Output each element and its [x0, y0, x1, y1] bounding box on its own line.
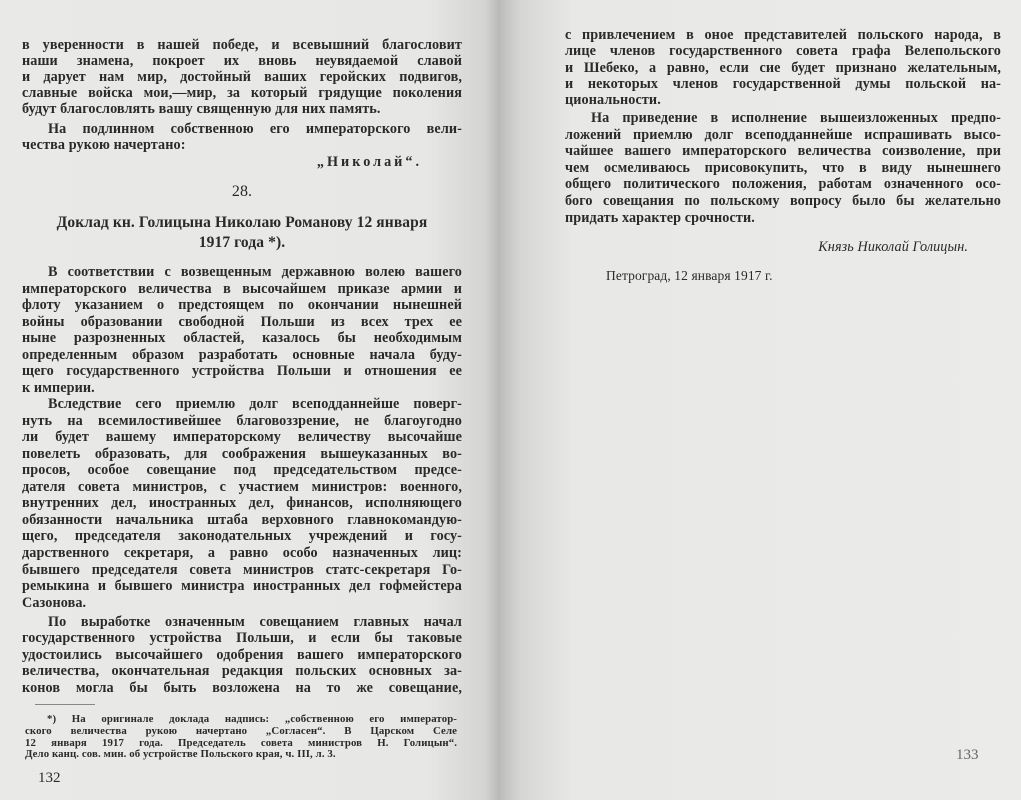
paragraph-line: ныне разрозненных областей, казалось бы необходимым — [22, 330, 462, 347]
paragraph-line: внутренних дел, иностранных дел, финансов, исполняющего — [22, 495, 462, 512]
paragraph-line: государственного устройства Польши, и если бы таковые — [22, 630, 462, 647]
place-date: Петроград, 12 января 1917 г. — [606, 268, 773, 283]
footnote-divider — [35, 704, 95, 705]
paragraph-line: конов могла бы быть возложена на то же совещание, — [22, 679, 462, 696]
left-page — [0, 0, 500, 800]
page-number: 132 — [38, 770, 61, 786]
paragraph-line: обязанности начальника штаба верховного главнокомандую- — [22, 511, 462, 528]
paragraph-line: бого совещания по польскому вопросу было бы желательно — [565, 193, 1001, 209]
footnote-line: Дело канц. сов. мин. об устройстве Польского края, ч. III, л. 3. — [25, 748, 336, 761]
paragraph-line: флоту указанием о предстоящем по окончании нынешней — [22, 297, 462, 314]
paragraph-line: ли будет вашему императорскому величеству высочайше — [22, 429, 462, 446]
page-number: 133 — [956, 747, 979, 763]
paragraph-line: дателя совета министров, с участием министров: военного, — [22, 478, 462, 495]
paragraph-line: войны образовании свободной Польши из всех трех ее — [22, 313, 462, 330]
paragraph-line: удостоились высочайшего одобрения вашего императорского — [22, 646, 462, 663]
document-title-line: 1917 года *). — [198, 234, 286, 251]
document-title-line: Доклад кн. Голицына Николаю Романову 12 января — [56, 214, 428, 231]
paragraph-line: и Шебеко, а равно, если сие будет признано желательным, — [565, 59, 1001, 76]
footnote-line: ского величества рукою начертано „Согласен“. В Царском Селе — [25, 724, 457, 737]
signature-nikolai: „Николай“. — [316, 154, 422, 170]
paragraph-line: дарственного секретаря, а равно особо назначенных лиц: — [22, 544, 462, 561]
paragraph-line: На приведение в исполнение вышеизложенных предпо- — [591, 110, 1001, 126]
paragraph-line: щего, председателя законодательных учреждений и госу- — [22, 528, 462, 545]
footnote-line: *) На оригинале доклада надпись: „собственною его император- — [47, 713, 457, 725]
inscription-line: чества рукою начертано: — [22, 137, 186, 153]
signature-golitsyn: Князь Николай Голицын. — [818, 239, 968, 255]
paragraph-line: щего государственного устройства Польши и отношения ее — [22, 363, 462, 380]
paragraph-line: нуть на всемилостивейшее благовоззрение, не благоугодно — [22, 412, 462, 429]
paragraph-line: лице членов государственного совета графа Велепольского — [565, 43, 1001, 60]
paragraph-line: циональности. — [565, 92, 661, 109]
paragraph-line: В соответствии с возвещенным державною волею вашего — [48, 264, 462, 280]
paragraph-line: и некоторых членов государственной думы польской на- — [565, 75, 1001, 92]
paragraph-line: величества, окончательная редакция польских основных за- — [22, 663, 462, 680]
paragraph-line: придать характер срочности. — [565, 209, 755, 226]
paragraph-line: По выработке означенным совещанием главных начал — [48, 614, 462, 630]
footnote-line: 12 января 1917 года. Председатель совета министров Н. Голицын“. — [25, 736, 457, 749]
text-line: славные войска мои,—мир, за который грядущие поколения — [22, 85, 462, 101]
paragraph-line: чем осмеливаюсь присовокупить, что в виду нынешнего — [565, 159, 1001, 176]
paragraph-line: чайшее вашего императорского величества соизволение, при — [565, 143, 1001, 160]
right-page — [500, 0, 1021, 800]
paragraph-line: императорского величества в высочайшем приказе армии и — [22, 280, 462, 297]
paragraph-line: бывшего председателя совета министров статс-секретаря Го- — [22, 561, 462, 578]
paragraph-line: повелеть образовать, для соображения вышеуказанных во- — [22, 445, 462, 462]
paragraph-line: к империи. — [22, 379, 95, 396]
text-line: в уверенности в нашей победе, и всевышний благословит — [22, 37, 462, 53]
text-line: будут благословлять вашу священную для них память. — [22, 101, 381, 117]
paragraph-line: ложений приемлю долг всеподданнейше испрашивать высо- — [565, 126, 1001, 143]
text-line: наши знамена, покроет их вновь неувядаемой славой — [22, 53, 462, 69]
text-line: и дарует нам мир, достойный ваших геройских подвигов, — [22, 69, 462, 85]
paragraph-line: Вследствие сего приемлю долг всеподданнейше поверг- — [48, 396, 462, 412]
paragraph-line: Сазонова. — [22, 594, 87, 611]
paragraph-line: общего политического положения, работам означенного осо- — [565, 176, 1001, 193]
document-number: 28. — [231, 183, 253, 200]
inscription-line: На подлинном собственною его императорского вели- — [48, 121, 462, 137]
paragraph-line: с привлечением в оное представителей польского народа, в — [565, 27, 1001, 43]
paragraph-line: ремыкина и бывшего министра иностранных дел гофмейстера — [22, 578, 462, 595]
paragraph-line: определенным образом разработать основные начала буду- — [22, 346, 462, 363]
paragraph-line: просов, особое совещание под председательством предсе- — [22, 462, 462, 479]
